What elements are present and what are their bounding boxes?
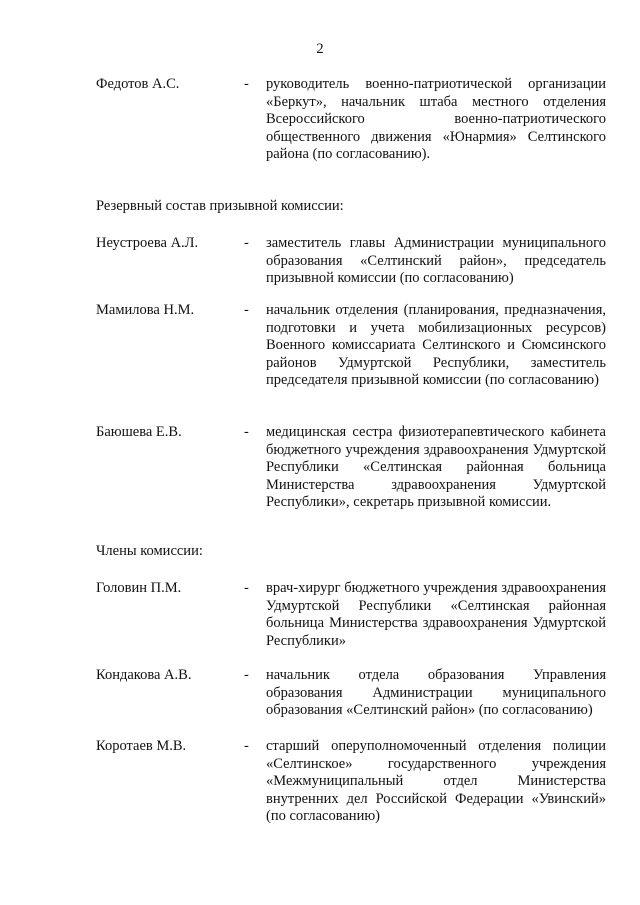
person-role: начальник отделения (планирования, предназначения, подготовки и учета мобилизационных ресурсов) Военного комиссариата Селтинского и Сюмсинского районов Удмуртской Республики, заместитель председателя призывной комиссии (по согласованию) [266,302,606,389]
reserve-heading: Резервный состав призывной комиссии: [96,198,344,214]
person-role: врач-хирург бюджетного учреждения здравоохранения Удмуртской Республики «Селтинская районная больница Министерства здравоохранения Удмуртской Республики» [266,580,606,649]
entry-dash: - [244,235,249,251]
members-heading: Члены комиссии: [96,543,203,559]
person-role: медицинская сестра физиотерапевтического кабинета бюджетного учреждения здравоохранения Удмуртской Республики «Селтинская районная больница Министерства здравоохранения Удмуртской Республики», секретарь призывной комиссии. [266,424,606,511]
person-name: Коротаев М.В. [96,738,187,754]
person-role: руководитель военно-патриотической организации «Беркут», начальник штаба местного отделения Всероссийского военно-патриотического общественного движения «Юнармия» Селтинского района (по согласованию). [266,76,606,163]
entry-dash: - [244,667,249,683]
entry-dash: - [244,424,249,440]
person-role: старший оперуполномоченный отделения полиции «Селтинское» государственного учреждения «Межмуниципальный отдел Министерства внутренних дел Российской Федерации «Увинский» (по согласованию) [266,738,606,825]
page-number: 2 [316,41,324,57]
person-name: Баюшева Е.В. [96,424,182,440]
person-name: Кондакова А.В. [96,667,192,683]
person-name: Головин П.М. [96,580,182,596]
entry-dash: - [244,302,249,318]
entry-dash: - [244,76,249,92]
person-name: Неустроева А.Л. [96,235,199,251]
entry-dash: - [244,738,249,754]
person-role: заместитель главы Администрации муниципального образования «Селтинский район», председатель призывной комиссии (по согласованию) [266,235,606,287]
entry-dash: - [244,580,249,596]
person-name: Федотов А.С. [96,76,180,92]
person-role: начальник отдела образования Управления образования Администрации муниципального образования «Селтинский район» (по согласованию) [266,667,606,719]
person-name: Мамилова Н.М. [96,302,195,318]
